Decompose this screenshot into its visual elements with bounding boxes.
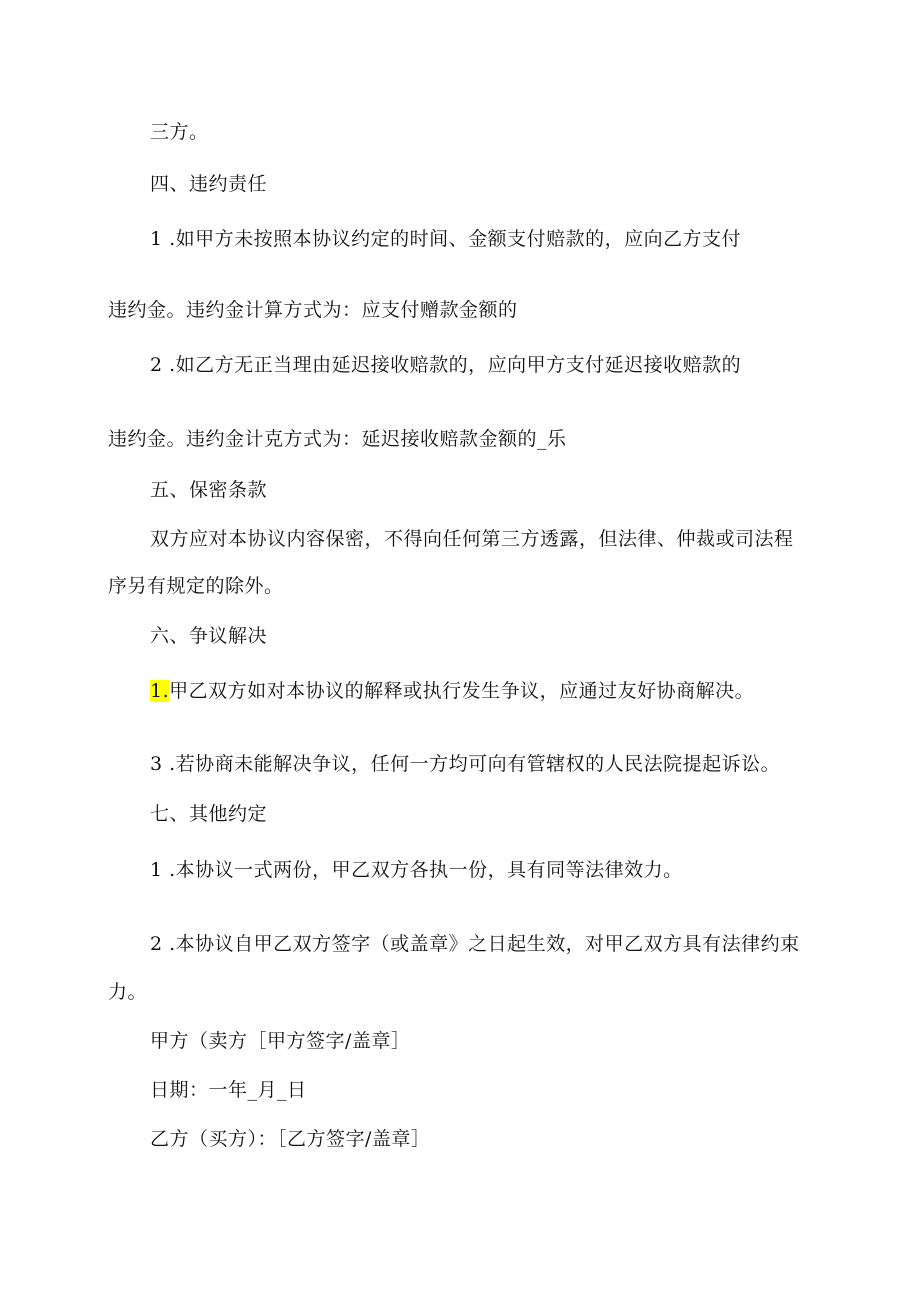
text-line: 三方。: [150, 121, 209, 143]
section-heading: 七、其他约定: [150, 803, 268, 825]
text-line: 2 .本协议自甲乙双方签字（或盖章》之日起生效，对甲乙双方具有法律约束: [150, 933, 800, 955]
date-line: 日期：一年_月_日: [150, 1079, 307, 1101]
text-line: 3 .若协商未能解决争议，任何一方均可向有管辖权的人民法院提起诉讼。: [150, 753, 781, 775]
signature-line-party-b: 乙方（买方）：［乙方签字/盖章］: [150, 1128, 431, 1150]
highlight-marker: 1.: [150, 680, 170, 702]
text-line: 违约金。违约金计克方式为：延迟接收赔款金额的_乐: [108, 428, 567, 450]
text-line: 1 .本协议一式两份，甲乙双方各执一份，具有同等法律效力。: [150, 859, 683, 881]
text-line: 1 .如甲方未按照本协议约定的时间、金额支付赔款的，应向乙方支付: [150, 228, 742, 250]
text-line: 违约金。违约金计算方式为：应支付赠款金额的: [108, 299, 518, 321]
text-line: 双方应对本协议内容保密，不得向任何第三方透露，但法律、仲裁或司法程: [150, 528, 794, 550]
signature-line-party-a: 甲方（卖方［甲方签字/盖章］: [150, 1030, 411, 1052]
text-line: 力。: [108, 981, 148, 1003]
text-line: 2 .如乙方无正当理由延迟接收赔款的，应向甲方支付延迟接收赔款的: [150, 354, 742, 376]
text-line-highlighted: 1.甲乙双方如对本协议的解释或执行发生争议，应通过友好协商解决。: [150, 680, 755, 702]
section-heading: 六、争议解决: [150, 625, 268, 647]
text-line: 序另有规定的除外。: [108, 575, 284, 597]
section-heading: 四、违约责任: [150, 173, 268, 195]
section-heading: 五、保密条款: [150, 479, 268, 501]
